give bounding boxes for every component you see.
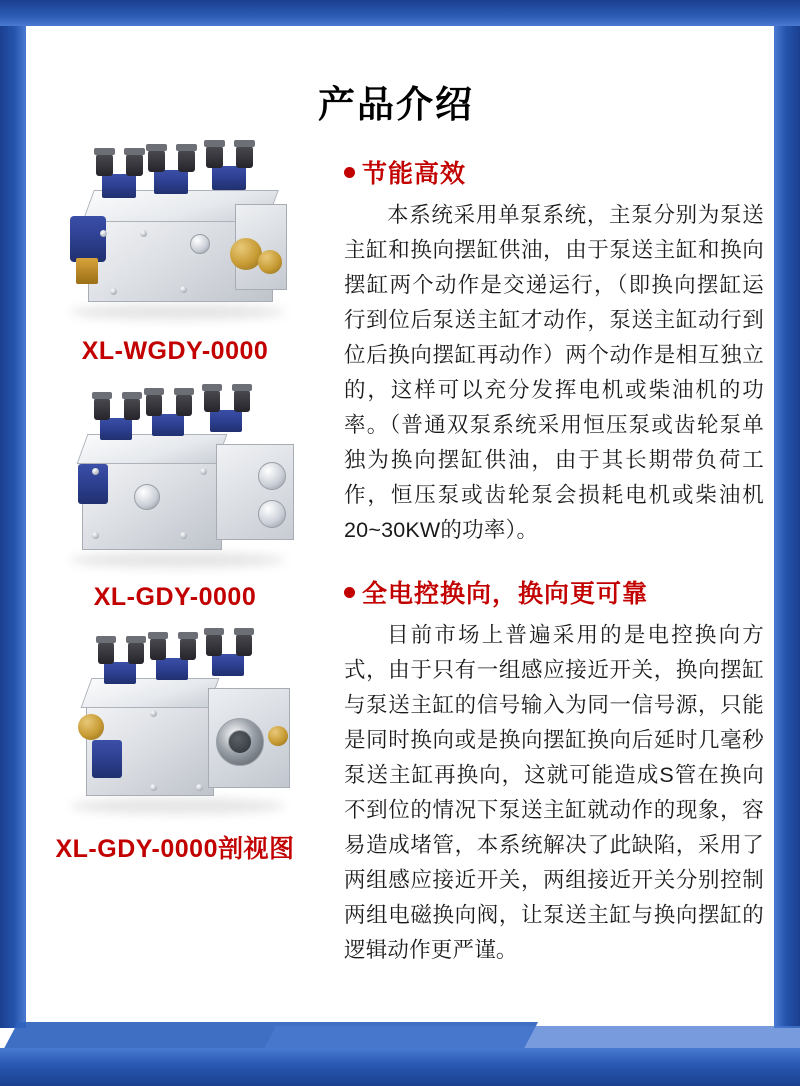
- product-caption: XL-WGDY-0000: [81, 337, 269, 365]
- section-heading: [344, 574, 764, 610]
- product-item: [30, 126, 320, 366]
- section-heading-text: 节能高效: [362, 160, 467, 188]
- right-blue-border: [774, 0, 800, 1086]
- left-blue-border: [0, 0, 26, 1086]
- product-item: [30, 372, 320, 612]
- bottom-white-area: [0, 1028, 800, 1086]
- section-body-text: 目前市场上普遍采用的是电控换向方式，由于只有一组感应接近开关，换向摆缸与泵送主缸的信号输入为同一信号源，只能是同时换向或是换向摆缸换向后延时几毫秒泵送主缸再换向，这就可能造成S管在换向不到位的情况下泵送主缸就动作的现象，容易造成堵管，本系统解决了此缺陷，采用了两组感应接近开关，两组接近开关分别控制两组电磁换向阀，让泵送主缸与换向摆缸的逻辑动作更严谨。: [344, 623, 764, 962]
- product-caption: XL-GDY-0000剖视图: [55, 835, 295, 863]
- page-title: 产品介绍: [318, 84, 474, 125]
- valve-block-wgdy-photo: [30, 126, 320, 331]
- text-column: [344, 154, 764, 994]
- bullet-dot-icon: [344, 167, 355, 178]
- section-electric-reversing: [344, 574, 764, 968]
- section-body-text: 本系统采用单泵系统，主泵分别为泵送主缸和换向摆缸供油，由于泵送主缸和换向摆缸两个动作是交递运行，（即换向摆缸运行到位后泵送主缸才动作，泵送主缸动行到位后换向摆缸再动作）两个动作是相互独立的，这样可以充分发挥电机或柴油机的功率。（普通双泵系统采用恒压泵或齿轮泵单独为换向摆缸供油，由于其长期带负荷工作，恒压泵或齿轮泵会损耗电机或柴油机20~30KW的功率）。: [344, 203, 764, 542]
- section-energy-saving: [344, 154, 764, 548]
- product-caption: XL-GDY-0000: [93, 583, 257, 611]
- top-blue-border: [0, 0, 800, 26]
- page-content: [26, 26, 774, 1028]
- section-heading-text: 全电控换向，换向更可靠: [362, 580, 649, 608]
- section-heading: [344, 154, 764, 190]
- bullet-dot-icon: [344, 587, 355, 598]
- product-image-list: [30, 126, 320, 871]
- product-item: [30, 618, 320, 865]
- bottom-blue-band: [0, 1048, 800, 1086]
- valve-block-gdy-section-photo: [30, 618, 320, 823]
- valve-block-gdy-photo: [30, 372, 320, 577]
